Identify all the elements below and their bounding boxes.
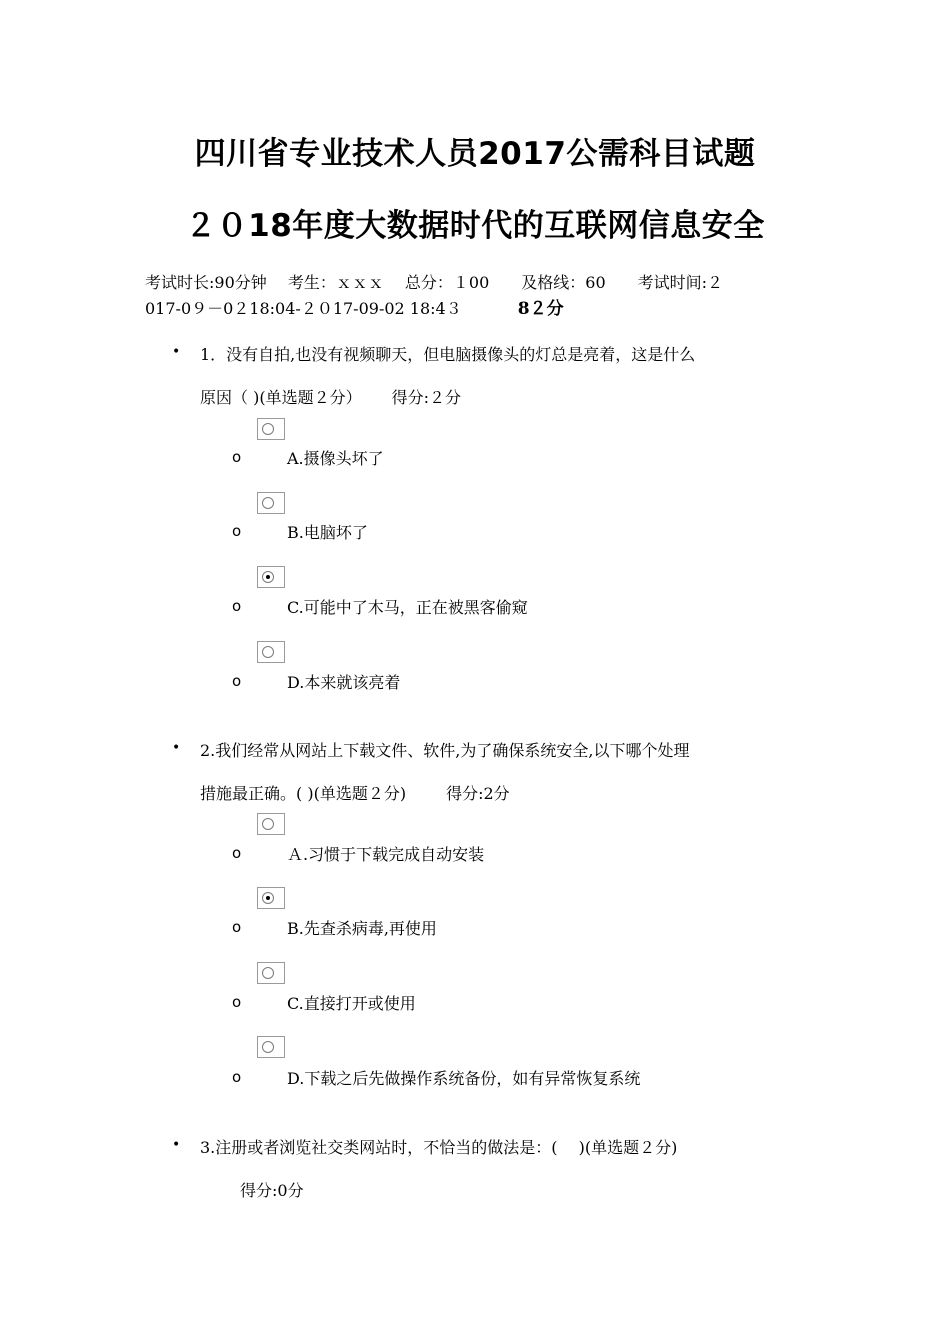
option-radio-q1-c[interactable] [257,566,285,588]
radio-circle-icon [262,1041,274,1053]
question-1-line1: 1．没有自拍,也没有视频聊天，但电脑摄像头的灯总是亮着，这是什么 [200,345,696,364]
question-3-points: 得分:0分 [240,1181,304,1200]
option-bullet: o [232,672,242,690]
question-2 [200,729,820,815]
radio-circle-icon [262,497,274,509]
option-label-q2-c: C.直接打开或使用 [287,994,416,1013]
option-radio-q1-d[interactable] [257,641,285,663]
option-label-q2-b: B.先查杀病毒,再使用 [287,919,437,938]
option-radio-q2-b[interactable] [257,887,285,909]
radio-selected-icon [262,571,274,583]
option-radio-q1-b[interactable] [257,492,285,514]
option-radio-q2-c[interactable] [257,962,285,984]
option-bullet: o [232,918,242,936]
option-label-q1-b: B.电脑坏了 [287,523,368,542]
option-radio-q2-d[interactable] [257,1036,285,1058]
radio-circle-icon [262,818,274,830]
option-label-q2-a: Ａ.习惯于下载完成自动安装 [287,845,485,864]
question-3-line1: 3.注册或者浏览社交类网站时，不恰当的做法是：( )(单选题２分) [200,1138,678,1157]
question-2-line1: 2.我们经常从网站上下载文件、软件,为了确保系统安全,以下哪个处理 [200,741,690,760]
document-title: 四川省专业技术人员2017公需科目试题 [194,136,756,172]
question-2-points: 得分:2分 [446,784,510,803]
option-label-q1-a: A.摄像头坏了 [287,449,384,468]
exam-meta-line2 [145,296,825,322]
exam-meta-time: 017-0９－0２18:04-２０17-09-02 18:4３ [145,299,462,318]
exam-meta [145,270,825,322]
radio-selected-icon [262,892,274,904]
question-bullet: • [172,740,181,756]
question-1 [200,333,820,419]
option-bullet: o [232,597,242,615]
exam-score: 8２分 [517,299,564,319]
radio-circle-icon [262,646,274,658]
option-radio-q1-a[interactable] [257,418,285,440]
document-subtitle: ２０18年度大数据时代的互联网信息安全 [185,208,765,244]
option-bullet: o [232,448,242,466]
exam-meta-line1: 考试时长:90分钟 考生：ｘｘｘ 总分：１00 及格线：60 考试时间:２ [145,273,724,292]
question-1-points: 得分:２分 [391,388,461,407]
question-bullet: • [172,344,181,360]
option-label-q1-c: C.可能中了木马，正在被黑客偷窥 [287,598,528,617]
radio-circle-icon [262,423,274,435]
question-1-line2: 原因（ )(单选题２分） 得分:２分 [200,388,461,407]
radio-circle-icon [262,967,274,979]
option-label-q1-d: D.本来就该亮着 [287,673,401,692]
option-radio-q2-a[interactable] [257,813,285,835]
option-bullet: o [232,1068,242,1086]
question-3 [200,1126,820,1212]
option-bullet: o [232,522,242,540]
option-label-q2-d: D.下载之后先做操作系统备份，如有异常恢复系统 [287,1069,641,1088]
question-2-line2: 措施最正确。( )(单选题２分) 得分:2分 [200,784,510,803]
question-bullet: • [172,1137,181,1153]
option-bullet: o [232,844,242,862]
option-bullet: o [232,993,242,1011]
